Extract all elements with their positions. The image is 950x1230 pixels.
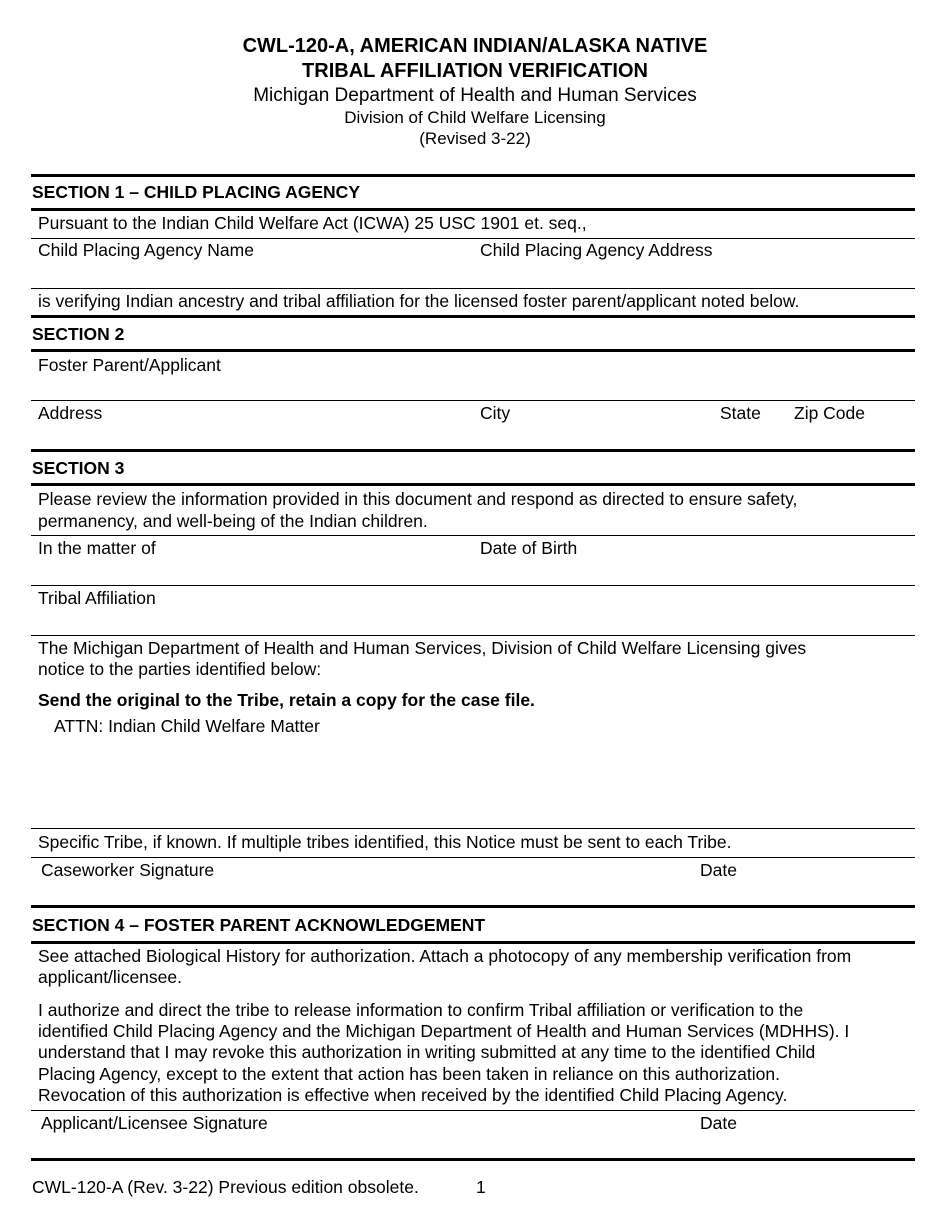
- caseworker-date-field[interactable]: [700, 882, 910, 904]
- section-divider: [31, 174, 915, 177]
- section2-heading: SECTION 2: [32, 324, 125, 344]
- division-name: Division of Child Welfare Licensing: [344, 108, 606, 127]
- section-divider: [31, 941, 915, 944]
- section1-heading: SECTION 1 – CHILD PLACING AGENCY: [32, 182, 360, 202]
- section-divider: [31, 483, 915, 486]
- zip-code-field[interactable]: [794, 425, 909, 447]
- field-rule: [31, 535, 915, 536]
- city-field[interactable]: [480, 425, 710, 447]
- authorization-line5: Revocation of this authorization is effective when received by the identified Child Placing Agency.: [38, 1085, 788, 1105]
- field-rule: [31, 828, 915, 829]
- icwa-pursuant-text: Pursuant to the Indian Child Welfare Act (ICWA) 25 USC 1901 et. seq.,: [38, 213, 587, 233]
- city-label: City: [480, 403, 511, 423]
- specific-tribe-note: Specific Tribe, if known. If multiple tribes identified, this Notice must be sent to each Tribe.: [38, 832, 732, 852]
- notice-text-line2: notice to the parties identified below:: [38, 659, 322, 679]
- agency-name-label: Child Placing Agency Name: [38, 240, 254, 260]
- state-field[interactable]: [720, 425, 785, 447]
- section-divider: [31, 449, 915, 452]
- section-divider: [31, 1158, 915, 1161]
- field-rule: [31, 288, 915, 289]
- applicant-signature-field[interactable]: [41, 1135, 681, 1157]
- revision-date: (Revised 3-22): [419, 129, 531, 148]
- section-divider: [31, 315, 915, 318]
- applicant-signature-label: Applicant/Licensee Signature: [41, 1113, 268, 1133]
- applicant-date-label: Date: [700, 1113, 737, 1133]
- notice-text-line1: The Michigan Department of Health and Human Services, Division of Child Welfare Licensing gives: [38, 638, 807, 658]
- department-name: Michigan Department of Health and Human Services: [253, 85, 697, 106]
- section-divider: [31, 208, 915, 211]
- state-label: State: [720, 403, 761, 423]
- send-original-instruction: Send the original to the Tribe, retain a copy for the case file.: [38, 690, 535, 710]
- agency-address-label: Child Placing Agency Address: [480, 240, 713, 260]
- field-rule: [31, 1110, 915, 1111]
- zip-code-label: Zip Code: [794, 403, 866, 423]
- tribe-address-field[interactable]: [54, 740, 904, 820]
- caseworker-date-label: Date: [700, 860, 737, 880]
- agency-address-field[interactable]: [480, 262, 910, 284]
- page-number: 1: [476, 1177, 486, 1197]
- form-title-line2: TRIBAL AFFILIATION VERIFICATION: [302, 60, 648, 82]
- tribal-affiliation-label: Tribal Affiliation: [38, 588, 156, 608]
- section-divider: [31, 349, 915, 352]
- matter-of-label: In the matter of: [38, 538, 156, 558]
- field-rule: [31, 238, 915, 239]
- foster-parent-label: Foster Parent/Applicant: [38, 355, 221, 375]
- field-rule: [31, 857, 915, 858]
- date-of-birth-field[interactable]: [480, 560, 910, 582]
- matter-of-field[interactable]: [38, 560, 468, 582]
- attached-history-line1: See attached Biological History for authorization. Attach a photocopy of any membership verification from: [38, 946, 852, 966]
- foster-parent-field[interactable]: [38, 377, 908, 399]
- authorization-line1: I authorize and direct the tribe to release information to confirm Tribal affiliation or verification to the: [38, 1000, 804, 1020]
- caseworker-signature-label: Caseworker Signature: [41, 860, 215, 880]
- section4-heading: SECTION 4 – FOSTER PARENT ACKNOWLEDGEMENT: [32, 915, 486, 935]
- attached-history-line2: applicant/licensee.: [38, 967, 182, 987]
- applicant-date-field[interactable]: [700, 1135, 910, 1157]
- authorization-line3: understand that I may revoke this authorization in writing submitted at any time to the identified Child: [38, 1042, 816, 1062]
- tribal-affiliation-field[interactable]: [38, 610, 908, 632]
- verifying-text: is verifying Indian ancestry and tribal affiliation for the licensed foster parent/applicant noted below.: [38, 291, 800, 311]
- form-title-line1: CWL-120-A, AMERICAN INDIAN/ALASKA NATIVE: [242, 35, 708, 57]
- review-text-line2: permanency, and well-being of the Indian children.: [38, 511, 428, 531]
- agency-name-field[interactable]: [38, 262, 468, 284]
- address-label: Address: [38, 403, 103, 423]
- section-divider: [31, 905, 915, 908]
- authorization-line2: identified Child Placing Agency and the Michigan Department of Health and Human Services (MDHHS). I: [38, 1021, 850, 1041]
- field-rule: [31, 585, 915, 586]
- field-rule: [31, 400, 915, 401]
- date-of-birth-label: Date of Birth: [480, 538, 578, 558]
- field-rule: [31, 635, 915, 636]
- section3-heading: SECTION 3: [32, 458, 125, 478]
- form-footer-id: CWL-120-A (Rev. 3-22) Previous edition obsolete.: [32, 1177, 419, 1197]
- review-text-line1: Please review the information provided in this document and respond as directed to ensure safety,: [38, 489, 798, 509]
- caseworker-signature-field[interactable]: [41, 882, 681, 904]
- authorization-line4: Placing Agency, except to the extent that action has been taken in reliance on this authorization.: [38, 1064, 780, 1084]
- attn-line: ATTN: Indian Child Welfare Matter: [54, 716, 320, 736]
- address-field[interactable]: [38, 425, 468, 447]
